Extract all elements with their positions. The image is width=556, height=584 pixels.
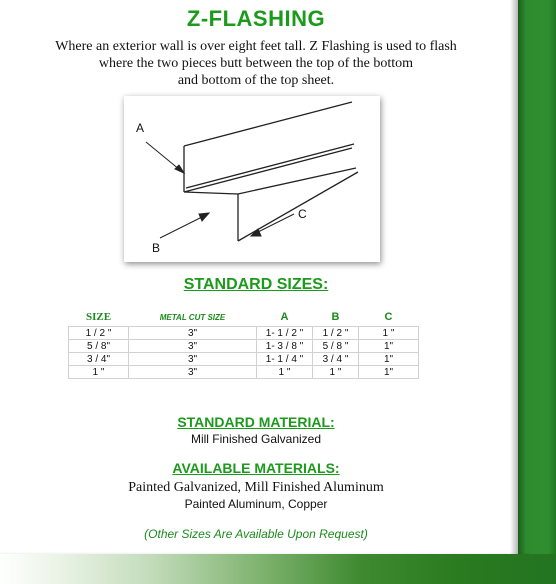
label-b: B [152,241,161,255]
arrow-c-line [256,214,294,233]
table-cell: 3" [129,340,257,353]
available-materials-heading: AVAILABLE MATERIALS: [172,460,340,476]
standard-sizes-table [68,308,419,379]
table-cell: 1 " [359,327,419,340]
bottom-green-band [0,554,556,584]
table-row [69,340,419,353]
upper-fold-edge [184,192,238,194]
table-cell: 1- 1 / 4 " [257,353,313,366]
z-flashing-drawing [124,96,380,262]
other-sizes-note: (Other Sizes Are Available Upon Request) [144,527,368,541]
table-cell: 1 / 2 " [69,327,129,340]
col-cut-header: METAL CUT SIZE [159,312,226,322]
label-a: A [136,121,145,135]
page-title: Z-FLASHING [186,6,326,31]
table-cell: 1 " [69,366,129,379]
table-cell: 1" [359,366,419,379]
intro-line-2: where the two pieces butt between the top of the bottom [98,56,414,71]
arrow-b-head [199,213,209,221]
intro-line-1: Where an exterior wall is over eight feet tall. Z Flashing is used to flash [55,39,457,54]
z-flashing-diagram [124,96,380,262]
available-materials-line-2: Painted Aluminum, Copper [184,497,328,511]
table-row [69,366,419,379]
lower-fold-line [238,168,356,194]
table-cell: 1 " [313,366,359,379]
label-c: C [298,207,307,221]
table-cell: 3" [129,353,257,366]
arrow-b-line [160,216,204,238]
table-cell: 5 / 8 " [313,340,359,353]
table-cell: 3 / 4" [69,353,129,366]
table-cell: 5 / 8" [69,340,129,353]
table-cell: 3 / 4 " [313,353,359,366]
table-cell: 3" [129,366,257,379]
standard-material-heading: STANDARD MATERIAL: [177,414,335,430]
table-cell: 1- 3 / 8 " [257,340,313,353]
col-size-header: SIZE [85,311,112,323]
col-a-header: A [280,311,289,323]
intro-text [0,38,512,89]
table-cell: 3" [129,327,257,340]
table-header-row [69,308,419,327]
arrow-a-head [175,165,184,173]
col-c-header: C [384,311,393,323]
table-cell: 1- 1 / 2 " [257,327,313,340]
top-flange-edge [184,102,352,146]
col-b-header: B [331,311,340,323]
top-fold-line [186,144,354,188]
available-materials-line-1: Painted Galvanized, Mill Finished Aluminum [128,480,384,495]
right-green-bar [518,0,556,584]
intro-line-3: and bottom of the top sheet. [177,73,335,88]
table-row [69,327,419,340]
arrow-a-line [146,142,180,170]
table-cell: 1" [359,353,419,366]
table-cell: 1" [359,340,419,353]
table-cell: 1 / 2 " [313,327,359,340]
table-cell: 1 " [257,366,313,379]
table-row [69,353,419,366]
upper-fold-back [184,148,352,192]
standard-sizes-heading: STANDARD SIZES: [183,276,329,293]
standard-material-text: Mill Finished Galvanized [190,432,322,446]
